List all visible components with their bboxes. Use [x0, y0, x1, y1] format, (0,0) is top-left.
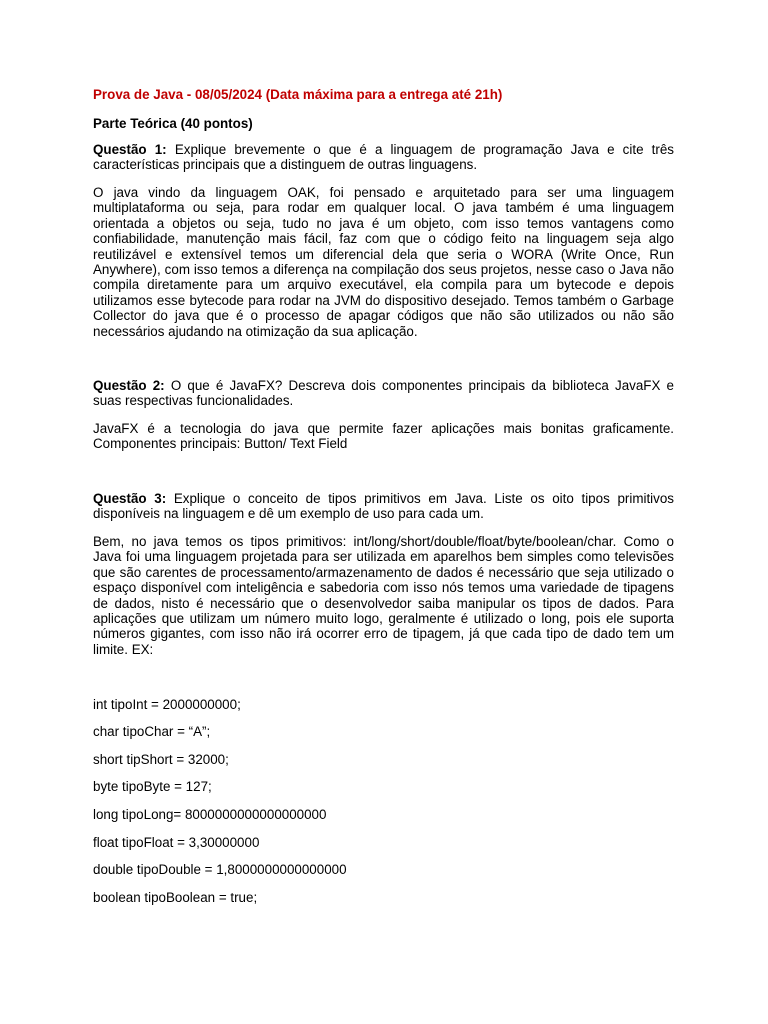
question-2: [93, 378, 674, 409]
code-line: byte tipoByte = 127;: [93, 779, 212, 794]
code-line: float tipoFloat = 3,30000000: [93, 835, 260, 850]
answer-3: Bem, no java temos os tipos primitivos: int/long/short/double/float/byte/boolean/char. Como o Java foi uma linguagem projetada para ser utilizada em aparelhos bem simples como televisões que são carentes de processamento/armazenamento de dados é necessário que seja utilizado o espaço disponível com inteligência e sabedoria com isso nós temos uma variedade de tipagens de dados, nisto é necessário que o desenvolvedor saiba manipular os tipos de dados. Para aplicações que utilizam um número muito logo, geralmente é utilizado o long, pois ele suporta números gigantes, com isso não irá ocorrer erro de tipagem, já que cada tipo de dado tem um limite. EX:: [93, 534, 674, 657]
code-line: double tipoDouble = 1,8000000000000000: [93, 862, 347, 877]
section-title: Parte Teórica (40 pontos): [93, 116, 253, 131]
answer-2: JavaFX é a tecnologia do java que permite fazer aplicações mais bonitas graficamente. Componentes principais: Button/ Text Field: [93, 421, 674, 452]
document-title: Prova de Java - 08/05/2024 (Data máxima para a entrega até 21h): [93, 87, 503, 102]
question-3-text: Explique o conceito de tipos primitivos em Java. Liste os oito tipos primitivos disponíveis na linguagem e dê um exemplo de uso para cada um.: [93, 491, 674, 522]
question-1: [93, 142, 674, 173]
code-line: char tipoChar = “A”;: [93, 724, 211, 739]
question-3: [93, 491, 674, 522]
answer-1: O java vindo da linguagem OAK, foi pensado e arquitetado para ser uma linguagem multiplataforma ou seja, para rodar em qualquer local. O java também é uma linguagem orientada a objetos ou seja, tudo no java é um objeto, com isso temos vantagens como confiabilidade, manutenção mais fácil, faz com que o código feito na linguagem seja algo reutilizável e extensível temos um diferencial dela que seria o WORA (Write Once, Run Anywhere), com isso temos a diferença na compilação dos seus projetos, nesse caso o Java não compila diretamente para um arquivo executável, ela compila para um bytecode e depois utilizamos esse bytecode para rodar na JVM do dispositivo desejado. Temos também o Garbage Collector do java que é o processo de apagar códigos que não são utilizados ou não são necessários ajudando na otimização da sua aplicação.: [93, 185, 674, 339]
question-1-label: Questão 1:: [93, 142, 167, 157]
question-2-text: O que é JavaFX? Descreva dois componentes principais da biblioteca JavaFX e suas respectivas funcionalidades.: [93, 378, 675, 409]
question-2-label: Questão 2:: [93, 378, 165, 393]
code-line: int tipoInt = 2000000000;: [93, 697, 241, 712]
code-line: short tipShort = 32000;: [93, 752, 229, 767]
code-line: boolean tipoBoolean = true;: [93, 890, 258, 905]
question-1-text: Explique brevemente o que é a linguagem de programação Java e cite três características principais que a distinguem de outras linguagens.: [93, 142, 675, 173]
question-3-label: Questão 3:: [93, 491, 167, 506]
code-line: long tipoLong= 8000000000000000000: [93, 807, 327, 822]
